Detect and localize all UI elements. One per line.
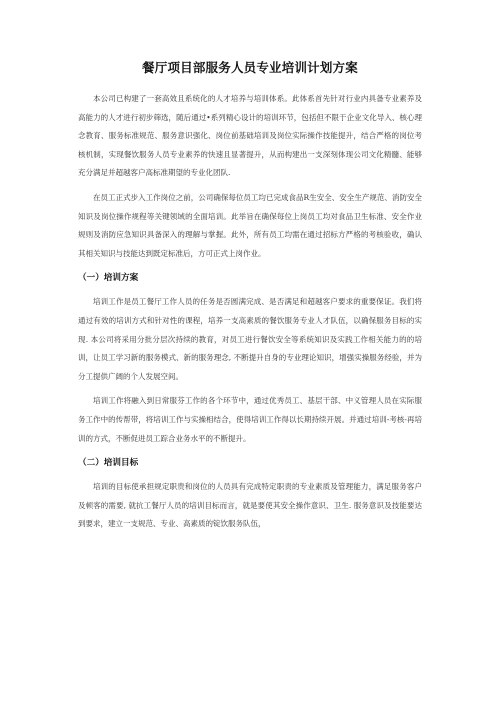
training-goals-paragraph-1: 培训的目标使承担规定职贵和岗位的人员具有完成特定职责的专业素质及管理能力，满足服务客户及顿客的需要, 就抗工餐厅人员的培训目标而言，就是要使其安全操作意识、卫生. 服务意识及技能要达到要求，建立一支规范、专业、高素质的锭饮服务队伍， <box>78 482 422 529</box>
section-heading-training-plan: （一）培训方案 <box>78 273 139 284</box>
section-heading-training-goals: （二）培训目标 <box>78 458 139 469</box>
intro-paragraph-1: 本公司已构建了一套高效且系统化的人才培养与培训体系。此体系首先针对行业内具备专业素养及高能力的人才进行初步筛选，随后通过•系列精心设计的培训环节，包括但不限于企业文化导入、核心理念教育、服务标准规范、服务意识强化、岗位前基础培训及岗位实际操作技能提升，结合严格的岗位考核机制，实现餐饮服务人员专业素养的快速且显著提升，从而构建出一支深刻体现公司文化精髓、能够充分满足并超越客户高标准期望的专业化团队. <box>78 94 422 178</box>
intro-paragraph-2: 在员工正式步入工作岗位之前，公司确保每位员工均已完成食品R生安全、安全生产规范、消防安全知识及岗位操作规程等关键领域的全面培训。此举旨在确保每位上岗员工均对食品卫生标准、安全作业规则及消防应急知识具备深入的理解与掌握。此外，所有员工均需在通过招标方严格的考核验收，确认其相关知识与技能达到既定标准后，方可正式上岗作业。 <box>78 192 422 258</box>
training-plan-paragraph-1: 培训工作是员工餐厅工作人员的任务是否圆满完成、是否满足和超越客户要求的重要保证。我们将通过有效的培训方式和针对性的课程，培养一支高素质的餐饮服务专业人才队伍，以确保服务目标的实现. 本公司将采用分批分层次持续的教育，对员工进行餐饮安全等系统知识及实践工作相关能力的的培训，让员工学习新的服务模式、新的服务理念, 不断提升自身的专业理论知识，增强实操服务经验，并为分工提供广阔的个人发展空间。 <box>78 297 422 381</box>
training-plan-paragraph-2: 培训工作将融入到日常服芬工作的各个环节中，通过优秀员工、基层干部、中义管理人员在实际服务工作中的传帮带，将培训工作与实操相结合，使得培训工作得以长期持续开展。并通过培训-考核-再培训的方式，不断促进员工踪合业务水平的不断提升。 <box>78 396 422 443</box>
page-title: 餐厅项目部服务人员专业培训计划方案 <box>142 60 358 75</box>
